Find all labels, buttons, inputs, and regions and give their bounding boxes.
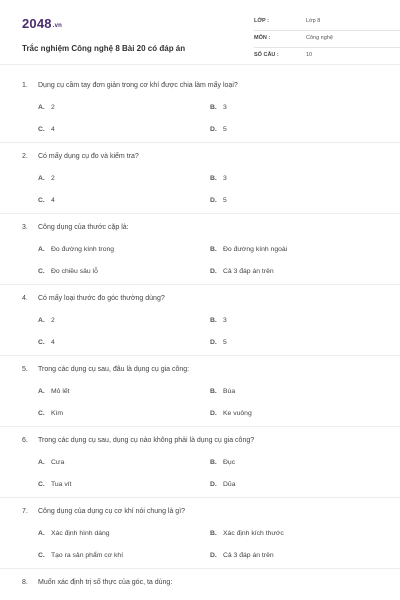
option-c[interactable]: C. Tạo ra sản phẩm cơ khí [38,552,124,559]
option-a[interactable]: A. 2 [38,175,55,182]
option-d[interactable]: D. 5 [210,197,227,204]
meta-value: Lớp 8 [306,18,321,24]
question-text: 7. Công dụng của dụng cụ cơ khí nói chung là gì? [22,508,186,515]
option-b[interactable]: B. Đo đường kính ngoài [210,246,288,253]
option-d[interactable]: D. Cả 3 đáp án trên [210,268,274,275]
question-text: 2. Có mấy dụng cụ đo và kiểm tra? [22,153,139,160]
option-a[interactable]: A. Mỏ lết [38,388,70,395]
option-b[interactable]: B. 3 [210,175,227,182]
option-c[interactable]: C. 4 [38,126,55,133]
option-a[interactable]: A. 2 [38,317,55,324]
page-title: Trắc nghiệm Công nghệ 8 Bài 20 có đáp án [22,44,186,53]
meta-key: SỐ CÂU : [254,52,279,58]
question-text: 3. Công dụng của thước cặp là: [22,224,129,231]
question-text: 8. Muốn xác định trị số thực của góc, ta dùng: [22,579,173,586]
option-d[interactable]: D. 5 [210,339,227,346]
question-divider [0,284,400,285]
option-c[interactable]: C. Kìm [38,410,64,417]
question-divider [0,142,400,143]
question-text: 6. Trong các dụng cụ sau, dụng cụ nào không phải là dụng cụ gia công? [22,437,255,444]
meta-row-count [254,48,400,65]
meta-value: Công nghệ [306,35,333,41]
question-divider [0,497,400,498]
option-c[interactable]: C. 4 [38,339,55,346]
question-divider [0,213,400,214]
meta-key: LỚP : [254,18,269,24]
option-a[interactable]: A. Đo đường kính trong [38,246,115,253]
site-logo[interactable]: 2048.vn [22,16,63,31]
meta-row-class [254,14,400,31]
question-text: 5. Trong các dụng cụ sau, đâu là dụng cụ gia công: [22,366,190,373]
option-a[interactable]: A. Cưa [38,459,65,466]
option-c[interactable]: C. Tua vít [38,481,72,488]
option-d[interactable]: D. Dũa [210,481,236,488]
option-d[interactable]: D. 5 [210,126,227,133]
header-divider [0,64,400,65]
meta-table [254,14,400,65]
question-text: 4. Có mấy loại thước đo góc thường dùng? [22,295,165,302]
option-c[interactable]: C. Đo chiều sâu lỗ [38,268,98,275]
meta-value: 10 [306,52,313,58]
option-b[interactable]: B. 3 [210,317,227,324]
option-c[interactable]: C. 4 [38,197,55,204]
question-divider [0,355,400,356]
meta-key: MÔN : [254,35,271,41]
option-a[interactable]: A. Xác định hình dáng [38,530,110,537]
option-b[interactable]: B. Búa [210,388,236,395]
option-d[interactable]: D. Ke vuông [210,410,252,417]
option-b[interactable]: B. 3 [210,104,227,111]
question-divider [0,568,400,569]
option-a[interactable]: A. 2 [38,104,55,111]
question-text: 1. Dụng cụ cầm tay đơn giản trong cơ khí được chia làm mấy loại? [22,82,238,89]
option-b[interactable]: B. Xác định kích thước [210,530,284,537]
option-b[interactable]: B. Đục [210,459,236,466]
question-divider [0,426,400,427]
header [22,14,380,62]
option-d[interactable]: D. Cả 3 đáp án trên [210,552,274,559]
meta-row-subject [254,31,400,48]
